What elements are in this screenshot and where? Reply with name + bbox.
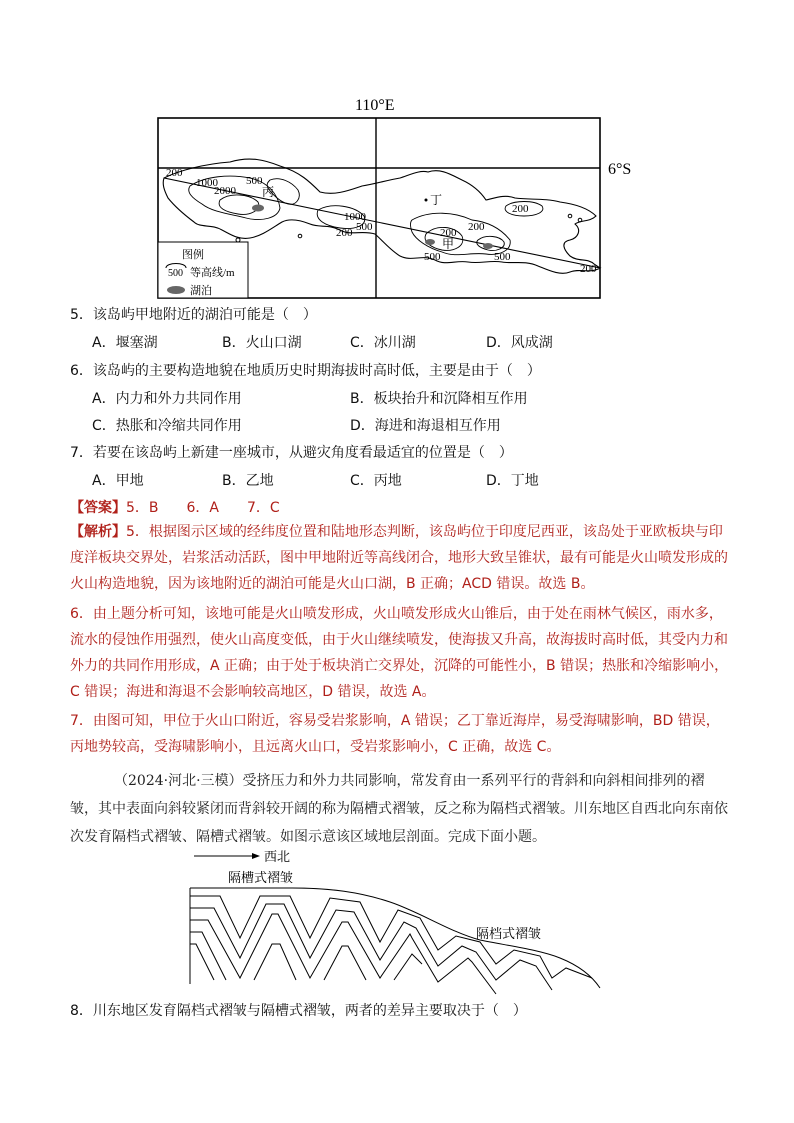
q5-option-d[interactable]: D．风成湖 [486,335,553,351]
answer-label: 【答案】 [70,500,126,516]
q7-stem: 7．若要在该岛屿上新建一座城市，从避灾角度看最适宜的位置是（ ） [70,445,513,461]
direction-label: 西北 [264,849,291,864]
q7-option-b[interactable]: B．乙地 [222,473,274,489]
contour-label: 200 [166,167,183,179]
q6-option-d[interactable]: D．海进和海退相互作用 [350,418,501,434]
legend-title: 图例 [182,249,204,261]
contour-label: 2000 [214,185,236,197]
analysis-label: 【解析】 [70,524,126,540]
analysis-7: 7．由图可知，甲位于火山口附近，容易受岩浆影响，A 错误；乙丁靠近海岸，易受海啸影响，BD 错误，丙地势较高，受海啸影响小，且远离火山口，受岩浆影响小，C 正确，故选 C。 [70,713,720,755]
intro-passage: （2024·河北·三模）受挤压力和外力共同影响，常发育由一系列平行的背斜和向斜相间排列的褶皱，其中表面向斜较紧闭而背斜较开阔的称为隔槽式褶皱，反之称为隔档式褶皱。川东地区自西北向东南依次发育隔档式褶皱、隔槽式褶皱。如图示意该区域地层剖面。完成下面小题。 [70,773,728,845]
q6-option-b[interactable]: B．板块抬升和沉降相互作用 [350,391,528,407]
lon-label: 110°E [355,97,395,114]
legend-contour-text: 等高线/m [190,267,235,279]
fold-diagram [180,846,620,996]
contour-label: 1000 [196,177,218,189]
contour-label: 200 [440,227,457,239]
lake-east [483,243,493,249]
place-dot [425,199,428,202]
answer-text: 5．B 6．A 7．C [126,500,280,516]
contour-label: 500 [246,175,263,187]
label-gedang: 隔档式褶皱 [476,926,542,941]
q6-option-a[interactable]: A．内力和外力共同作用 [92,391,242,407]
contour-label: 200 [512,203,529,215]
arrow-head-icon [252,853,260,859]
q5-option-b[interactable]: B．火山口湖 [222,335,302,351]
contour-label: 200 [336,227,353,239]
legend-lake-symbol [167,286,185,294]
lat-label: 6°S [608,161,632,178]
q5-option-c[interactable]: C．冰川湖 [350,335,416,351]
contour-label: 500 [494,251,511,263]
contour-label: 200 [580,263,597,275]
lake-jia [425,239,435,245]
legend-lake-text: 湖泊 [190,285,212,297]
q5-stem: 5．该岛屿甲地附近的湖泊可能是（ ） [70,307,317,323]
analysis-6: 6．由上题分析可知，该地可能是火山喷发形成，火山喷发形成火山锥后，由于处在雨林气候区，雨水多，流水的侵蚀作用强烈，使火山高度变低，由于火山继续喷发，使海拔又升高，故海拔时高时低，其受内力和外力的共同作用形成，A 正确；由于处于板块消亡交界处，沉降的可能性小，B 错误；热胀和冷缩影响小，C 错误；海进和海退不会影响较高地区，D 错误，故选 A。 [70,606,729,700]
analysis-5-text: 5．根据图示区域的经纬度位置和陆地形态判断，该岛屿位于印度尼西亚，该岛处于亚欧板块与印度洋板块交界处，岩浆活动活跃，图中甲地附近等高线闭合，地形大致呈锥状，最有可能是火山喷发形成的火山构造地貌，因为该地附近的湖泊可能是火山口湖，B 正确；ACD 错误。故选 B。 [70,524,728,592]
q7-option-a[interactable]: A．甲地 [92,473,144,489]
contour-label: 500 [356,221,373,233]
label-geca: 隔槽式褶皱 [228,870,294,885]
contour-label: 1000 [344,211,366,223]
q8-stem: 8．川东地区发育隔档式褶皱与隔槽式褶皱，两者的差异主要取决于（ ） [70,1003,527,1019]
lake-west [252,205,264,212]
island-map [150,90,650,302]
fold-cross-section [180,846,620,996]
answer-line [70,497,280,517]
map-legend [158,242,248,298]
place-label-ding: 丁 [430,193,443,207]
q5-option-a[interactable]: A．堰塞湖 [92,335,158,351]
q7-option-d[interactable]: D．丁地 [486,473,539,489]
place-label-jia: 甲 [442,237,455,251]
legend-contour-value: 500 [168,268,183,279]
contour-label: 200 [468,221,485,233]
q7-option-c[interactable]: C．丙地 [350,473,402,489]
q6-option-c[interactable]: C．热胀和冷缩共同作用 [92,418,242,434]
fold-layers [190,896,592,994]
analysis-5 [70,519,730,597]
island-map-figure [150,90,650,302]
q6-stem: 6．该岛屿的主要构造地貌在地质历史时期海拔时高时低，主要是由于（ ） [70,363,541,379]
contour-label: 500 [424,251,441,263]
place-label-bing: 丙 [262,185,275,199]
